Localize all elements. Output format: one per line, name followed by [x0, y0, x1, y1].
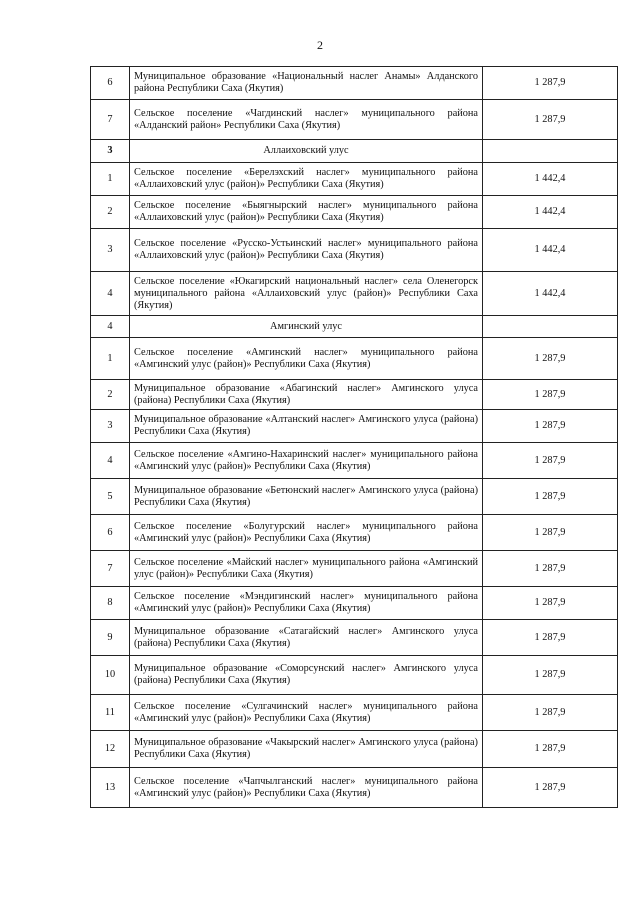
municipal-table	[90, 66, 618, 808]
amount-value: 1 287,9	[483, 443, 618, 479]
row-number: 2	[91, 196, 130, 229]
table-row	[91, 67, 618, 100]
table-row	[91, 656, 618, 695]
amount-value: 1 287,9	[483, 656, 618, 695]
amount-value	[483, 140, 618, 163]
municipality-name: Муниципальное образование «Соморсунский наслег» Амгинского улуса (района) Республики Саха (Якутия)	[130, 656, 483, 695]
table-row	[91, 587, 618, 620]
row-number: 13	[91, 768, 130, 808]
row-number: 9	[91, 620, 130, 656]
row-number: 5	[91, 479, 130, 515]
municipality-name: Муниципальное образование «Бетюнский наслег» Амгинского улуса (района) Республики Саха (Якутия)	[130, 479, 483, 515]
section-title: Амгинский улус	[130, 316, 483, 338]
row-number: 1	[91, 163, 130, 196]
table-row	[91, 229, 618, 272]
municipality-name: Сельское поселение «Чагдинский наслег» муниципального района «Алданский район» Республики Саха (Якутия)	[130, 100, 483, 140]
table-row	[91, 163, 618, 196]
municipality-name: Сельское поселение «Быягнырский наслег» муниципального района «Аллаиховский улус (район)» Республики Саха (Якутия)	[130, 196, 483, 229]
amount-value: 1 287,9	[483, 587, 618, 620]
row-number: 8	[91, 587, 130, 620]
page-number: 2	[317, 38, 323, 52]
row-number: 12	[91, 731, 130, 768]
amount-value: 1 442,4	[483, 272, 618, 316]
table-row	[91, 100, 618, 140]
table-row	[91, 443, 618, 479]
municipality-name: Сельское поселение «Юкагирский национальный наслег» села Оленегорск муниципального района «Аллаиховский улус (район)» Республики Саха (Якутия)	[130, 272, 483, 316]
municipality-name: Сельское поселение «Мэндигинский наслег» муниципального района «Амгинский улус (район)» Республики Саха (Якутия)	[130, 587, 483, 620]
municipality-name: Сельское поселение «Берелэхский наслег» муниципального района «Аллаиховский улус (район)» Республики Саха (Якутия)	[130, 163, 483, 196]
table-row	[91, 272, 618, 316]
row-number: 4	[91, 272, 130, 316]
table-row	[91, 695, 618, 731]
amount-value: 1 442,4	[483, 229, 618, 272]
row-number: 3	[91, 140, 130, 163]
amount-value: 1 442,4	[483, 163, 618, 196]
municipality-name: Сельское поселение «Амгино-Нахаринский наслег» муниципального района «Амгинский улус (район)» Республики Саха (Якутия)	[130, 443, 483, 479]
row-number: 4	[91, 316, 130, 338]
row-number: 1	[91, 338, 130, 380]
amount-value: 1 287,9	[483, 410, 618, 443]
table-row	[91, 731, 618, 768]
table-row	[91, 515, 618, 551]
row-number: 7	[91, 100, 130, 140]
row-number: 10	[91, 656, 130, 695]
row-number: 7	[91, 551, 130, 587]
table-body	[91, 67, 618, 808]
table-row	[91, 551, 618, 587]
table-row	[91, 768, 618, 808]
table-row	[91, 620, 618, 656]
amount-value: 1 287,9	[483, 338, 618, 380]
amount-value: 1 287,9	[483, 515, 618, 551]
row-number: 11	[91, 695, 130, 731]
municipality-name: Сельское поселение «Чапчылганский наслег» муниципального района «Амгинский улус (район)» Республики Саха (Якутия)	[130, 768, 483, 808]
municipality-name: Муниципальное образование «Алтанский наслег» Амгинского улуса (района) Республики Саха (Якутия)	[130, 410, 483, 443]
amount-value: 1 287,9	[483, 67, 618, 100]
municipality-name: Муниципальное образование «Национальный наслег Анамы» Алданского района Республики Саха (Якутия)	[130, 67, 483, 100]
municipality-name: Сельское поселение «Сулгачинский наслег» муниципального района «Амгинский улус (район)» Республики Саха (Якутия)	[130, 695, 483, 731]
amount-value: 1 442,4	[483, 196, 618, 229]
municipality-name: Муниципальное образование «Чакырский наслег» Амгинского улуса (района) Республики Саха (Якутия)	[130, 731, 483, 768]
amount-value: 1 287,9	[483, 100, 618, 140]
municipality-name: Муниципальное образование «Абагинский наслег» Амгинского улуса (района) Республики Саха (Якутия)	[130, 380, 483, 410]
table-row	[91, 196, 618, 229]
section-title: Аллаиховский улус	[130, 140, 483, 163]
section-row	[91, 140, 618, 163]
municipality-name: Сельское поселение «Амгинский наслег» муниципального района «Амгинский улус (район)» Республики Саха (Якутия)	[130, 338, 483, 380]
table-row	[91, 380, 618, 410]
amount-value: 1 287,9	[483, 620, 618, 656]
row-number: 2	[91, 380, 130, 410]
municipality-name: Сельское поселение «Болугурский наслег» муниципального района «Амгинский улус (район)» Республики Саха (Якутия)	[130, 515, 483, 551]
amount-value: 1 287,9	[483, 731, 618, 768]
table-row	[91, 479, 618, 515]
amount-value	[483, 316, 618, 338]
table-row	[91, 410, 618, 443]
amount-value: 1 287,9	[483, 551, 618, 587]
municipality-name: Муниципальное образование «Сатагайский наслег» Амгинского улуса (района) Республики Саха (Якутия)	[130, 620, 483, 656]
municipality-name: Сельское поселение «Майский наслег» муниципального района «Амгинский улус (район)» Республики Саха (Якутия)	[130, 551, 483, 587]
section-row	[91, 316, 618, 338]
amount-value: 1 287,9	[483, 768, 618, 808]
row-number: 4	[91, 443, 130, 479]
amount-value: 1 287,9	[483, 479, 618, 515]
municipality-name: Сельское поселение «Русско-Устьинский наслег» муниципального района «Аллаиховский улус (район)» Республики Саха (Якутия)	[130, 229, 483, 272]
table-row	[91, 338, 618, 380]
row-number: 3	[91, 229, 130, 272]
row-number: 6	[91, 515, 130, 551]
amount-value: 1 287,9	[483, 380, 618, 410]
amount-value: 1 287,9	[483, 695, 618, 731]
row-number: 6	[91, 67, 130, 100]
row-number: 3	[91, 410, 130, 443]
